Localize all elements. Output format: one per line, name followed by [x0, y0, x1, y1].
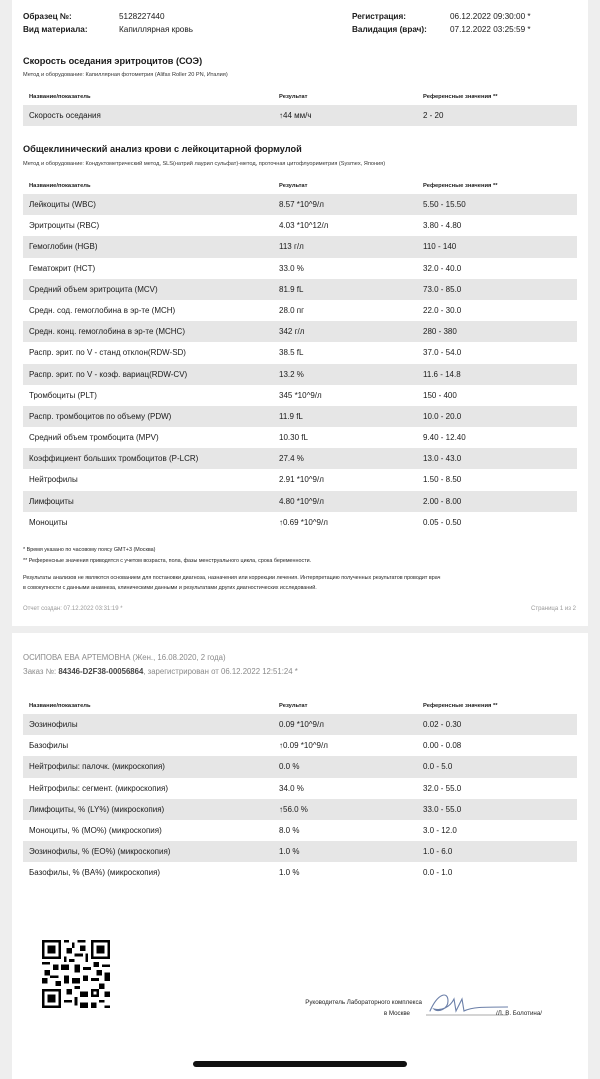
registration-value: 06.12.2022 09:30:00 * — [450, 12, 531, 21]
leukocyte-formula-table — [23, 700, 577, 884]
reference-range: 0.0 - 1.0 — [423, 868, 453, 878]
validation-label: Валидация (врач): — [352, 25, 427, 34]
table-row — [23, 342, 577, 363]
test-result: 33.0 % — [279, 263, 304, 273]
test-name: Гемоглобин (HGB) — [29, 242, 98, 252]
table-row — [23, 364, 577, 385]
test-result: 13.2 % — [279, 369, 304, 379]
sample-value: 5128227440 — [119, 12, 165, 21]
test-name: Средн. сод. гемоглобина в эр-те (MCH) — [29, 305, 176, 315]
test-result: 27.4 % — [279, 454, 304, 464]
test-result: 1.0 % — [279, 847, 300, 857]
material-value: Капиллярная кровь — [119, 25, 193, 34]
reference-range: 280 - 380 — [423, 327, 457, 337]
test-result: 2.91 *10^9/л — [279, 475, 324, 485]
col-ref-header: Референсные значения ** — [423, 94, 498, 100]
test-name: Эозинофилы — [29, 720, 78, 729]
table-row — [23, 714, 577, 735]
table-row — [23, 385, 577, 406]
reference-range: 32.0 - 55.0 — [423, 783, 462, 793]
reference-range: 22.0 - 30.0 — [423, 305, 462, 315]
test-name: Средний объем эритроцита (MCV) — [29, 284, 158, 294]
table-row — [23, 778, 577, 799]
note-time: * Время указано по часовому поясу GMT+3 (Москва) — [23, 547, 156, 553]
table-row — [23, 406, 577, 427]
disclaimer-line-1: Результаты анализов не являются основанием для постановки диагноза, назначения или коррекции лечения. Интерпретацию полученных результатов проводит врач — [23, 575, 441, 581]
table-row — [23, 469, 577, 490]
test-name: Лимфоциты, % (LY%) (микроскопия) — [29, 804, 165, 814]
test-name: Лейкоциты (WBC) — [29, 200, 96, 209]
test-name: Эритроциты (RBC) — [29, 221, 100, 231]
reference-range: 1.50 - 8.50 — [423, 475, 462, 485]
report-created: Отчет создан: 07.12.2022 03:31:19 * — [23, 606, 123, 612]
reference-range: 9.40 - 12.40 — [423, 433, 466, 443]
test-result: 1.0 % — [279, 868, 300, 878]
test-name: Моноциты, % (MO%) (микроскопия) — [29, 825, 162, 835]
table-row — [23, 279, 577, 300]
signer-role-line-1: Руководитель Лабораторного комплекса — [305, 999, 422, 1006]
test-result: 0.0 % — [279, 762, 300, 772]
table-row — [23, 448, 577, 469]
reference-range: 33.0 - 55.0 — [423, 804, 462, 814]
test-name: Распр. эрит. по V - станд отклон(RDW-SD) — [29, 348, 186, 358]
test-name: Средний объем тромбоцита (MPV) — [29, 433, 159, 443]
reference-range: 0.0 - 5.0 — [423, 762, 453, 772]
table-row — [23, 756, 577, 777]
reference-range: 3.0 - 12.0 — [423, 825, 457, 835]
table-row — [23, 820, 577, 841]
table-row — [23, 105, 577, 126]
col-result-header: Результат — [279, 703, 308, 709]
table-row — [23, 735, 577, 756]
signer-name: /Л. В. Болотина/ — [496, 1010, 543, 1017]
table-row — [23, 491, 577, 512]
test-result: 8.57 *10^9/л — [279, 200, 324, 209]
order-number: 84346-D2F38-00056864 — [58, 667, 144, 676]
table-row — [23, 194, 577, 215]
cbc-method: Метод и оборудование: Кондуктометрический метод, SLS(натрий лаурил сульфат)-метод, проточная цитофлуориметрия (Sysmex, Япония) — [23, 161, 386, 167]
test-result: 4.80 *10^9/л — [279, 496, 324, 506]
table-row — [23, 300, 577, 321]
cbc-table — [23, 180, 577, 533]
table-row — [23, 258, 577, 279]
reference-range: 0.02 - 0.30 — [423, 720, 462, 729]
test-result: ↑0.09 *10^9/л — [279, 741, 328, 751]
test-name: Распр. тромбоцитов по объему (PDW) — [29, 411, 172, 421]
col-ref-header: Референсные значения ** — [423, 183, 498, 189]
note-reference: ** Референсные значения приводятся с учетом возраста, пола, фазы менструального цикла, срока беременности. — [23, 558, 312, 564]
test-result: 10.30 fL — [279, 433, 308, 443]
report-page-1 — [12, 0, 588, 626]
table-header — [23, 700, 577, 714]
reference-range: 0.05 - 0.50 — [423, 517, 462, 527]
test-name: Скорость оседания — [29, 111, 101, 120]
test-name: Тромбоциты (PLT) — [29, 390, 97, 400]
page-number: Страница 1 из 2 — [531, 606, 576, 612]
cbc-rows — [23, 194, 577, 533]
table-row — [23, 427, 577, 448]
col-name-header: Название/показатель — [29, 703, 91, 709]
test-result: 38.5 fL — [279, 348, 304, 358]
test-result: 0.09 *10^9/л — [279, 720, 324, 729]
table-row — [23, 236, 577, 257]
test-name: Нейтрофилы — [29, 475, 78, 485]
validation-value: 07.12.2022 03:25:59 * — [450, 25, 531, 34]
cbc-section-title: Общеклинический анализ крови с лейкоцитарной формулой — [23, 144, 302, 154]
col-ref-header: Референсные значения ** — [423, 703, 498, 709]
order-info: Заказ №: 84346-D2F38-00056864, зарегистрирован от 06.12.2022 12:51:24 * — [23, 667, 298, 676]
esr-section-title: Скорость оседания эритроцитов (СОЭ) — [23, 56, 203, 66]
signer-role-line-2: в Москве — [383, 1010, 410, 1017]
esr-method: Метод и оборудование: Капиллярная фотометрия (Alifax Roller 20 PN, Италия) — [23, 72, 228, 78]
esr-rows — [23, 105, 577, 126]
test-result: 81.9 fL — [279, 284, 304, 294]
test-result: 28.0 пг — [279, 305, 305, 315]
col-result-header: Результат — [279, 183, 308, 189]
material-label: Вид материала: — [23, 25, 88, 34]
reference-range: 13.0 - 43.0 — [423, 454, 462, 464]
test-name: Нейтрофилы: палочк. (микроскопия) — [29, 762, 165, 772]
registration-label: Регистрация: — [352, 12, 406, 21]
reference-range: 5.50 - 15.50 — [423, 200, 466, 209]
table-row — [23, 512, 577, 533]
table-row — [23, 215, 577, 236]
test-name: Распр. эрит. по V - коэф. вариац(RDW-CV) — [29, 369, 188, 379]
test-name: Базофилы, % (BA%) (микроскопия) — [29, 868, 161, 878]
reference-range: 73.0 - 85.0 — [423, 284, 462, 294]
col-name-header: Название/показатель — [29, 94, 91, 100]
reference-range: 3.80 - 4.80 — [423, 221, 462, 231]
home-indicator[interactable] — [193, 1061, 407, 1067]
reference-range: 11.6 - 14.8 — [423, 369, 461, 379]
table-row — [23, 321, 577, 342]
test-result: ↑56.0 % — [279, 804, 308, 814]
test-result: ↑0.69 *10^9/л — [279, 517, 328, 527]
reference-range: 2 - 20 — [423, 111, 444, 120]
reference-range: 110 - 140 — [423, 242, 457, 252]
reference-range: 2.00 - 8.00 — [423, 496, 462, 506]
test-result: 342 г/л — [279, 327, 305, 337]
col-name-header: Название/показатель — [29, 183, 91, 189]
patient-info: ОСИПОВА ЕВА АРТЕМОВНА (Жен., 16.08.2020, 2 года) — [23, 653, 226, 662]
disclaimer-line-2: в совокупности с данными анамнеза, клиническими данными и результатами других диагностических исследований. — [23, 585, 317, 591]
test-name: Базофилы — [29, 741, 69, 751]
col-result-header: Результат — [279, 94, 308, 100]
report-page-2 — [12, 633, 588, 1079]
table-row — [23, 841, 577, 862]
test-result: 113 г/л — [279, 242, 304, 252]
test-result: 11.9 fL — [279, 411, 303, 421]
reference-range: 32.0 - 40.0 — [423, 263, 462, 273]
test-name: Гематокрит (HCT) — [29, 263, 96, 273]
reference-range: 10.0 - 20.0 — [423, 411, 462, 421]
esr-table — [23, 91, 577, 126]
table-row — [23, 862, 577, 883]
test-name: Лимфоциты — [29, 496, 74, 506]
reference-range: 1.0 - 6.0 — [423, 847, 453, 857]
test-result: 34.0 % — [279, 783, 304, 793]
p2-rows — [23, 714, 577, 884]
test-name: Коэффициент больших тромбоцитов (P-LCR) — [29, 454, 199, 464]
table-row — [23, 799, 577, 820]
test-result: 345 *10^9/л — [279, 390, 322, 400]
reference-range: 0.00 - 0.08 — [423, 741, 462, 751]
test-name: Средн. конц. гемоглобина в эр-те (MCHC) — [29, 327, 185, 337]
sample-label: Образец №: — [23, 12, 72, 21]
test-result: ↑44 мм/ч — [279, 111, 312, 120]
reference-range: 150 - 400 — [423, 390, 457, 400]
test-result: 4.03 *10^12/л — [279, 221, 329, 231]
test-result: 8.0 % — [279, 825, 300, 835]
test-name: Моноциты — [29, 517, 68, 527]
table-header — [23, 180, 577, 194]
qr-code-icon — [42, 940, 110, 1008]
test-name: Эозинофилы, % (EO%) (микроскопия) — [29, 847, 171, 857]
table-header — [23, 91, 577, 105]
test-name: Нейтрофилы: сегмент. (микроскопия) — [29, 783, 168, 793]
reference-range: 37.0 - 54.0 — [423, 348, 462, 358]
